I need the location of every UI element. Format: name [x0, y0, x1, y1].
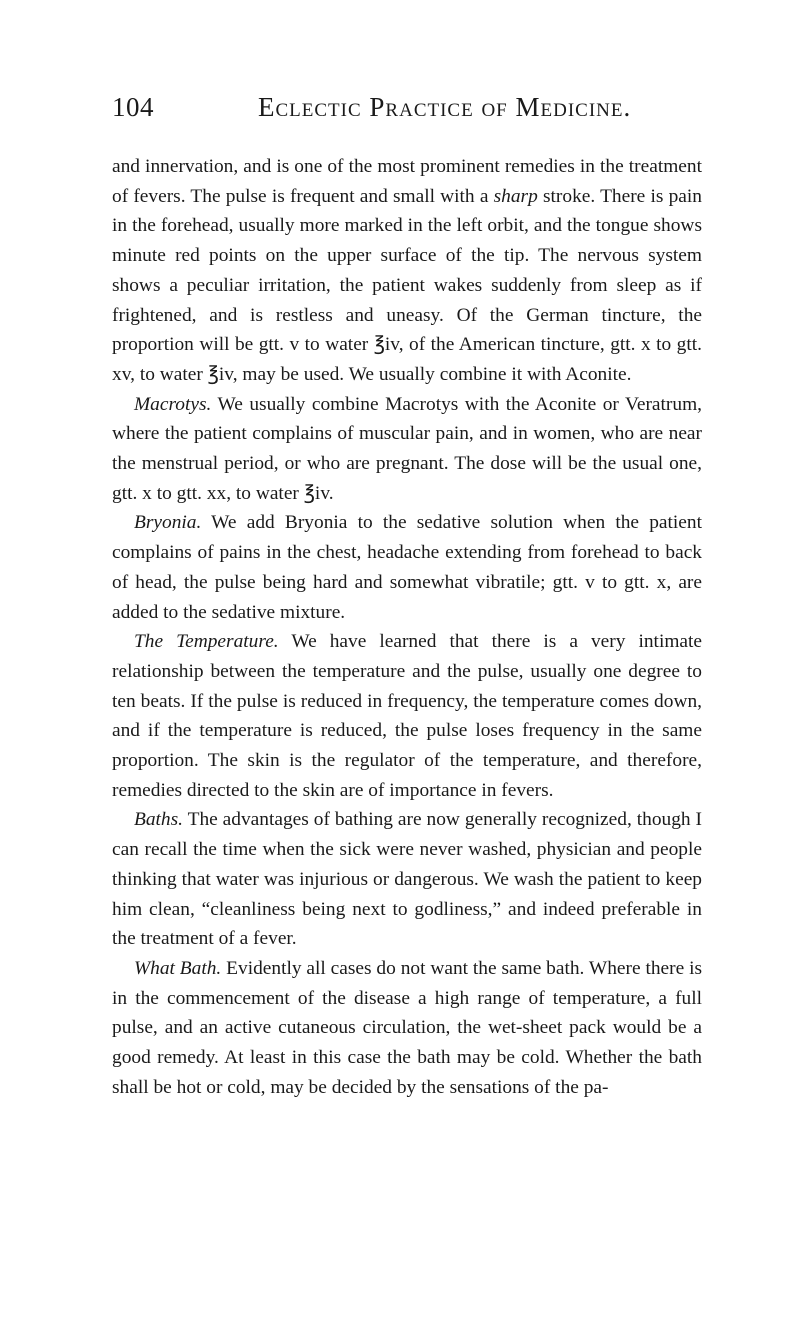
- paragraph-what-bath: [112, 954, 702, 1103]
- section-lead-what-bath: What Bath.: [134, 957, 222, 979]
- section-lead-bryonia: Bryonia.: [134, 512, 202, 534]
- text-segment: We usually combine Macrotys with the Aconite or Veratrum, where the patient complains of muscular pain, and in women, who are near the menstrual period, or who are pregnant. The dose will be the usual one, gtt. x to gtt. xx, to water ℥iv.: [112, 393, 702, 504]
- text-segment: We have learned that there is a very intimate relationship between the temperature and the pulse, usually one degree to ten beats. If the pulse is reduced in frequency, the temperature comes down, and if the temperature is reduced, the pulse loses frequency in the same proportion. The skin is the regulator of the temperature, and therefore, remedies directed to the skin are of importance in fevers.: [112, 631, 703, 801]
- emphasis-sharp: sharp: [493, 185, 538, 207]
- section-lead-baths: Baths.: [134, 809, 184, 831]
- paragraph-temperature: [112, 627, 702, 805]
- paragraph-baths: [112, 805, 702, 954]
- running-title: Eclectic Practice of Medicine.: [258, 92, 632, 122]
- running-head: [112, 92, 702, 132]
- text-segment: Evidently all cases do not want the same bath. Where there is in the commencement of the disease a high range of temperature, a full pulse, and an active cutaneous circulation, the wet-sheet pack would be a good remedy. At least in this case the bath may be cold. Whether the bath shall be hot or cold, may be decided by the sensations of the pa-: [112, 957, 702, 1098]
- page-number: 104: [112, 92, 154, 122]
- body-text: [112, 152, 702, 1103]
- text-segment: and innervation, and is one of the most prominent remedies in the treatment of fevers. The pulse is frequent and small with a: [112, 156, 702, 207]
- text-segment: The advantages of bathing are now generally recognized, though I can recall the time when the sick were never washed, physician and people thinking that water was injurious or dangerous. We wash the patient to keep him clean, “cleanliness being next to godliness,” and indeed preferable in the treatment of a fever.: [112, 809, 702, 950]
- paragraph-continuation: [112, 152, 702, 390]
- text-segment: We add Bryonia to the sedative solution when the patient complains of pains in the chest, headache extending from forehead to back of head, the pulse being hard and somewhat vibratile; gtt. v to gtt. x, are added to the sedative mixture.: [112, 512, 702, 623]
- book-page: [112, 92, 702, 1103]
- paragraph-bryonia: [112, 508, 702, 627]
- text-segment: stroke. There is pain in the forehead, usually more marked in the left orbit, and the tongue shows minute red points on the upper surface of the tip. The nervous system shows a peculiar irritation, the patient wakes suddenly from sleep as if frightened, and is restless and uneasy. Of the German tincture, the proportion will be gtt. v to water ℥iv, of the American tincture, gtt. x to gtt. xv, to water ℥iv, may be used. We usually combine it with Aconite.: [112, 185, 702, 385]
- paragraph-macrotys: [112, 390, 702, 509]
- section-lead-temperature: The Temperature.: [134, 631, 279, 653]
- section-lead-macrotys: Macrotys.: [134, 393, 212, 415]
